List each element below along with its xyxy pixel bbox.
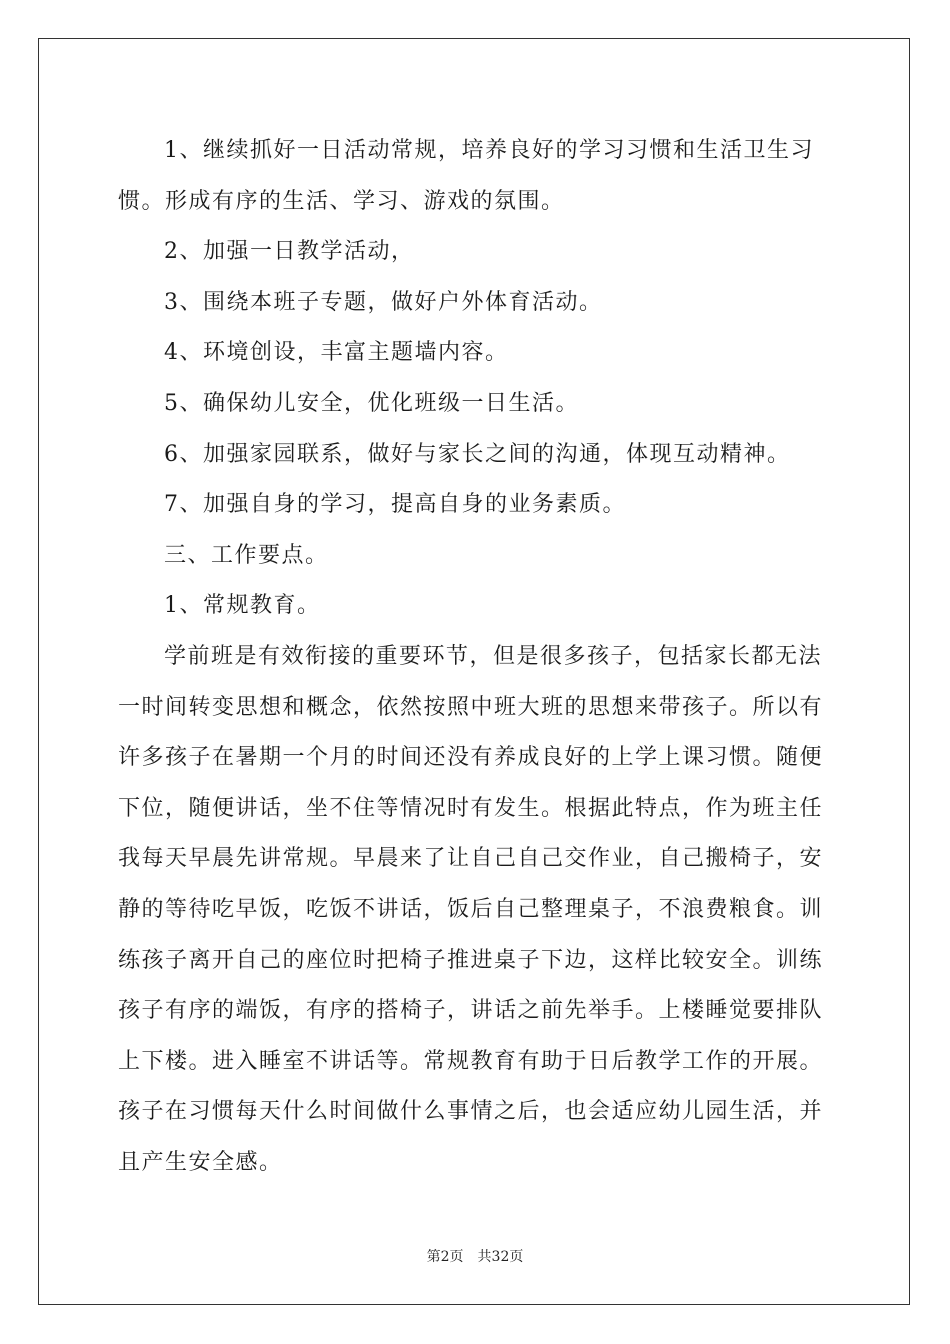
- paragraph-line: 静的等待吃早饭，吃饭不讲话，饭后自己整理桌子，不浪费粮食。训: [118, 896, 824, 922]
- subsection-heading: 1、常规教育。: [164, 593, 321, 619]
- page-total: 共32页: [477, 1249, 524, 1265]
- document-body: [118, 126, 838, 1188]
- paragraph-line: 1、继续抓好一日活动常规，培养良好的学习习惯和生活卫生习: [164, 138, 814, 163]
- paragraph-line: 惯。形成有序的生活、学习、游戏的氛围。: [118, 188, 565, 214]
- paragraph-line: 练孩子离开自己的座位时把椅子推进桌子下边，这样比较安全。训练: [118, 947, 824, 973]
- paragraph-line: 5、确保幼儿安全，优化班级一日生活。: [164, 390, 579, 416]
- paragraph-line: 我每天早晨先讲常规。早晨来了让自己自己交作业，自己搬椅子，安: [118, 846, 824, 872]
- paragraph-line: 2、加强一日教学活动，: [164, 239, 415, 265]
- page-footer: [0, 1246, 950, 1266]
- paragraph-line: 许多孩子在暑期一个月的时间还没有养成良好的上学上课习惯。随便: [118, 745, 824, 771]
- paragraph-line: 学前班是有效衔接的重要环节，但是很多孩子，包括家长都无法: [164, 643, 823, 669]
- paragraph-line: 3、围绕本班子专题，做好户外体育活动。: [164, 289, 603, 315]
- paragraph-line: 孩子在习惯每天什么时间做什么事情之后，也会适应幼儿园生活，并: [118, 1099, 824, 1125]
- paragraph-line: 下位，随便讲话，坐不住等情况时有发生。根据此特点，作为班主任: [118, 795, 824, 821]
- paragraph-line: 4、环境创设，丰富主题墙内容。: [164, 340, 509, 366]
- page-number: 第2页: [426, 1249, 464, 1265]
- paragraph-line: 且产生安全感。: [118, 1149, 283, 1175]
- paragraph-line: 一时间转变思想和概念，依然按照中班大班的思想来带孩子。所以有: [118, 694, 824, 720]
- paragraph-line: 7、加强自身的学习，提高自身的业务素质。: [164, 492, 626, 518]
- paragraph-line: 6、加强家园联系，做好与家长之间的沟通，体现互动精神。: [164, 441, 791, 467]
- paragraph-line: 孩子有序的端饭，有序的搭椅子，讲话之前先举手。上楼睡觉要排队: [118, 998, 824, 1024]
- section-heading: 三、工作要点。: [164, 542, 329, 568]
- paragraph-line: 上下楼。进入睡室不讲话等。常规教育有助于日后教学工作的开展。: [118, 1048, 824, 1074]
